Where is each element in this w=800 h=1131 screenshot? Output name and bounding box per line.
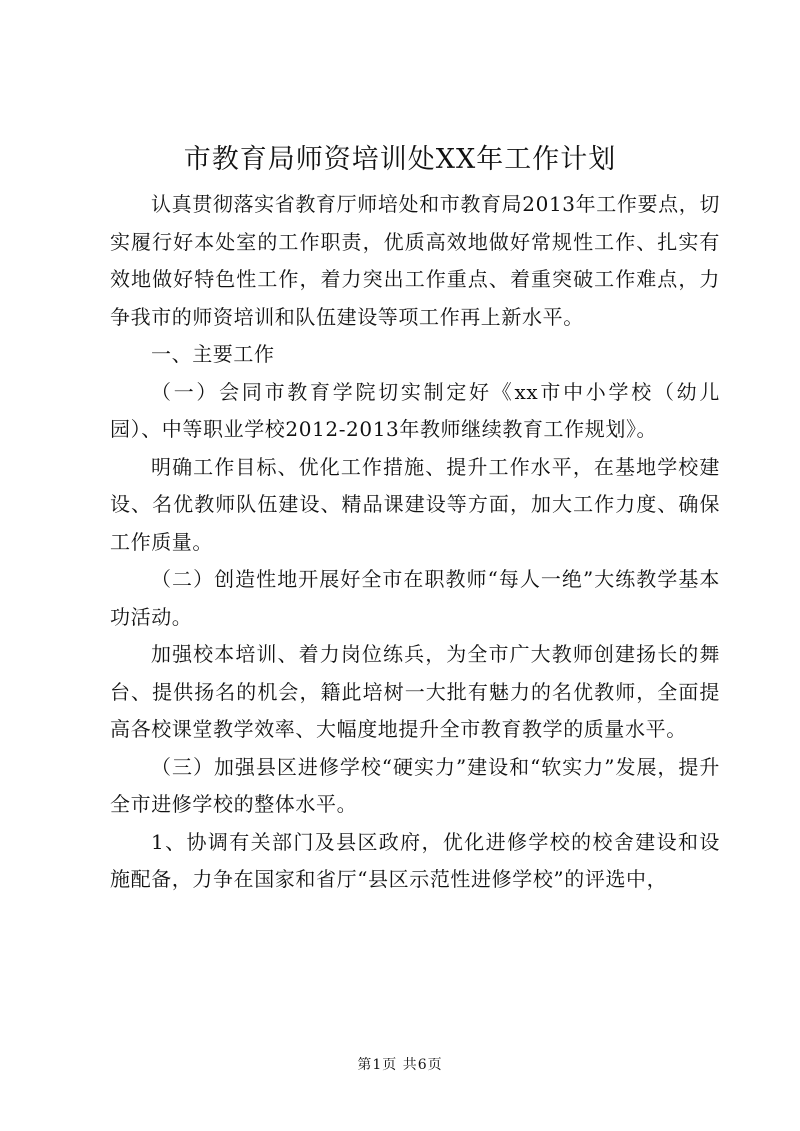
section-heading-main-work: 一、主要工作 (151, 342, 275, 366)
paragraph-item-1-detail: 明确工作目标、优化工作措施、提升工作水平，在基地学校建设、名优教师队伍建设、精品课建设等方面，加大工作力度、确保工作质量。 (110, 454, 720, 554)
paragraph-item-3-point-1: 1、协调有关部门及县区政府，优化进修学校的校舍建设和设施配备，力争在国家和省厅“县区示范性进修学校”的评选中， (110, 829, 720, 891)
paragraph-item-3: （三）加强县区进修学校“硬实力”建设和“软实力”发展，提升全市进修学校的整体水平。 (110, 754, 720, 816)
document-title: 市教育局师资培训处XX年工作计划 (183, 144, 617, 175)
paragraph-item-1: （一）会同市教育学院切实制定好《xx市中小学校（幼儿园）、中等职业学校2012-2013年教师继续教育工作规划》。 (110, 379, 720, 441)
paragraph-intro: 认真贯彻落实省教育厅师培处和市教育局2013年工作要点，切实履行好本处室的工作职责，优质高效地做好常规性工作、扎实有效地做好特色性工作，着力突出工作重点、着重突破工作难点，力争我市的师资培训和队伍建设等项工作再上新水平。 (110, 192, 720, 329)
document-body (110, 186, 720, 899)
paragraph-item-2-detail: 加强校本培训、着力岗位练兵，为全市广大教师创建扬长的舞台、提供扬名的机会，籍此培树一大批有魅力的名优教师，全面提高各校课堂教学效率、大幅度地提升全市教育教学的质量水平。 (110, 642, 720, 741)
paragraph-item-2: （二）创造性地开展好全市在职教师“每人一绝”大练教学基本功活动。 (110, 567, 720, 629)
page-footer: 第1页 共6页 (357, 1057, 443, 1073)
